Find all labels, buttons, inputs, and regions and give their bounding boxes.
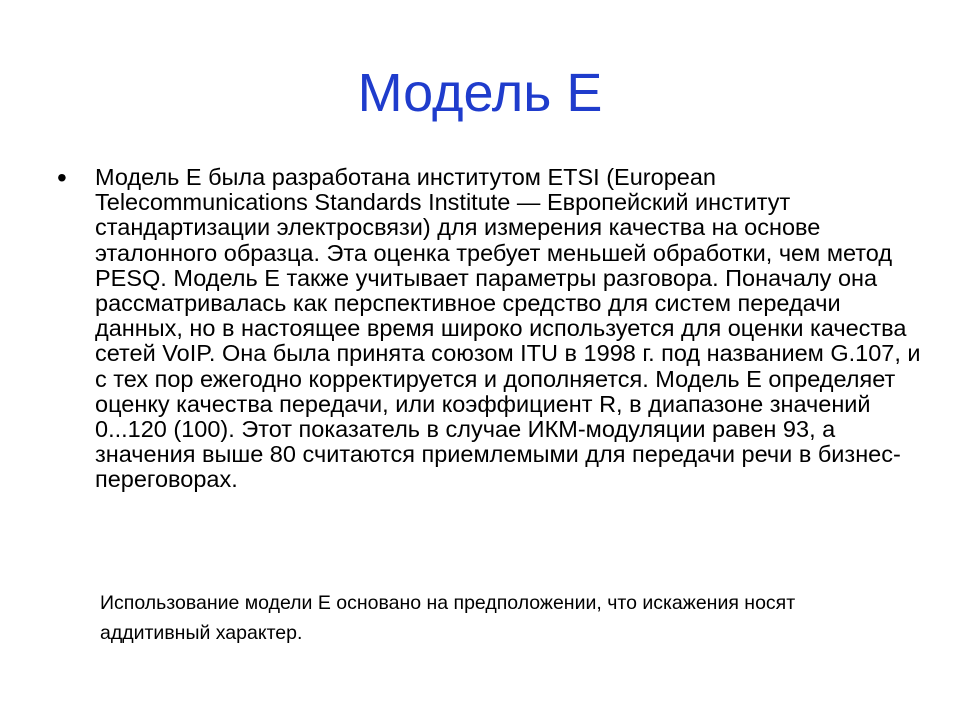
footnote-text: Использование модели Е основано на предположении, что искажения носят аддитивный характер. [100,592,796,644]
bullet-icon: • [57,162,67,193]
slide-title: Модель Е [357,63,603,123]
bullet-text: Модель E была разработана институтом ETSI (European Telecommunications Standards Institute — Европейский институт стандартизации электросвязи) для измерения качества на основе эталонного образца. Эта оценка требует меньшей обработки, чем метод PESQ. Модель Е также учитывает параметры разговора. Поначалу она рассматривалась как перспективное средство для систем передачи данных, но в настоящее время широко используется для оценки качества сетей VoIP. Она была принята союзом ITU в 1998 г. под названием G.107, и с тех пор ежегодно корректируется и дополняется. Модель E определяет оценку качества передачи, или коэффициент R, в диапазоне значений 0...120 (100). Этот показатель в случае ИКМ-модуляции равен 93, а значения выше 80 считаются приемлемыми для передачи речи в бизнес-переговорах. [95,164,921,493]
